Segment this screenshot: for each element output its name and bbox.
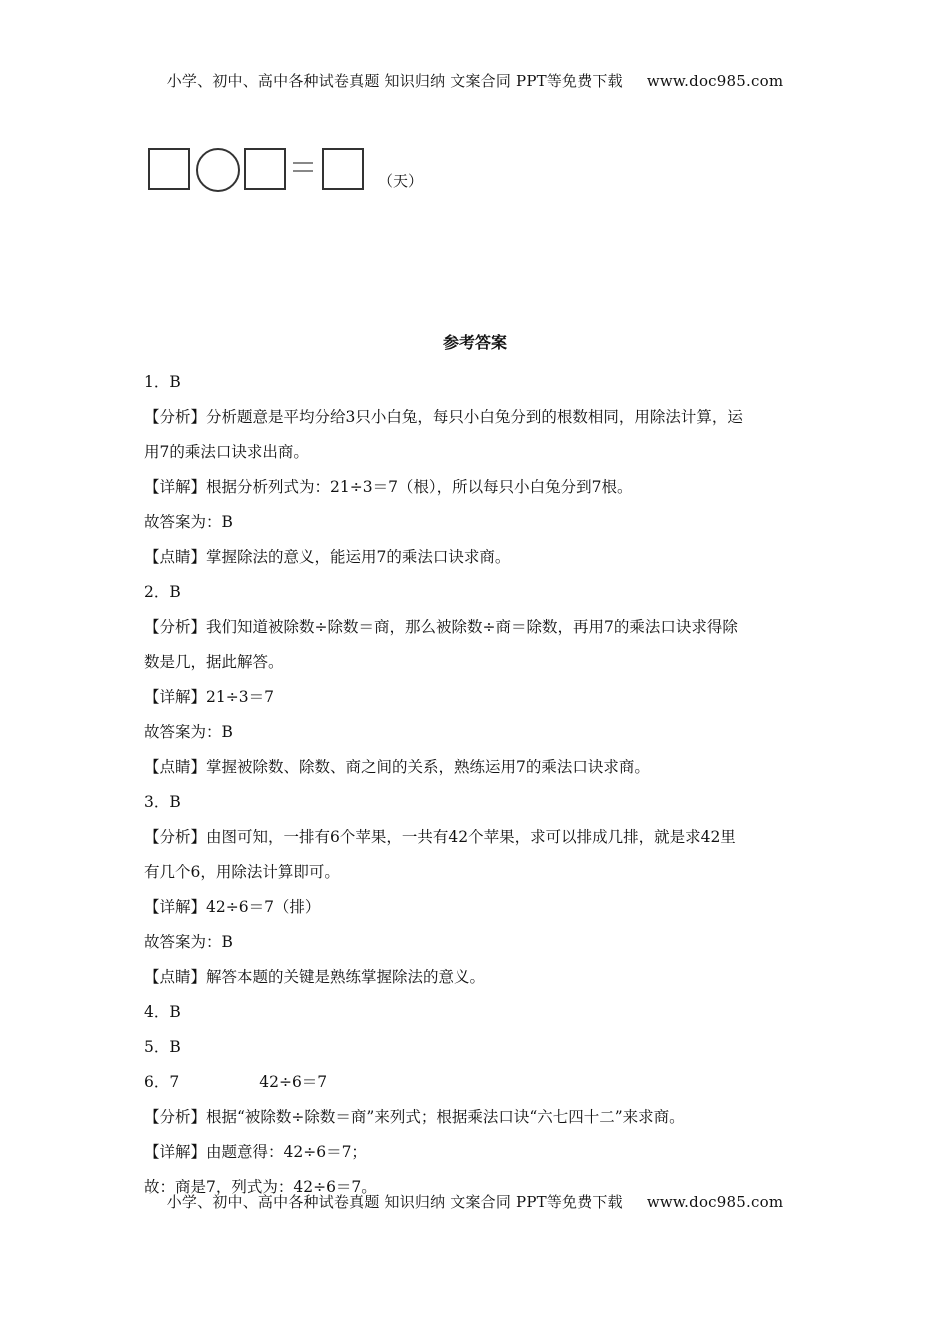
answer-line: 【分析】我们知道被除数÷除数＝商，那么被除数÷商＝除数，再用7的乘法口诀求得除 bbox=[144, 618, 738, 636]
page-header bbox=[0, 70, 950, 91]
answer-line: 【详解】由题意得：42÷6＝7； bbox=[144, 1143, 367, 1161]
answer-line: 4．B bbox=[144, 1003, 181, 1021]
footer-site[interactable]: www.doc985.com bbox=[646, 1193, 784, 1211]
blank-box-2[interactable] bbox=[244, 148, 286, 190]
answer-line: 故：商是7，列式为：42÷6＝7。 bbox=[144, 1178, 377, 1196]
answer-line: 【点睛】解答本题的关键是熟练掌握除法的意义。 bbox=[144, 968, 486, 986]
equation-unit: （天） bbox=[378, 172, 424, 190]
q6-number: 6．7 bbox=[144, 1073, 180, 1091]
answer-content bbox=[144, 365, 800, 1205]
footer-text: 小学、初中、高中各种试卷真题 知识归纳 文案合同 PPT等免费下载 bbox=[166, 1193, 623, 1211]
answer-line: 5．B bbox=[144, 1038, 181, 1056]
answer-line: 2．B bbox=[144, 583, 181, 601]
answer-line: 故答案为：B bbox=[144, 723, 233, 741]
page-footer bbox=[0, 1191, 950, 1212]
answer-line: 故答案为：B bbox=[144, 513, 233, 531]
answer-line-q6 bbox=[144, 1065, 800, 1100]
header-site[interactable]: www.doc985.com bbox=[646, 72, 784, 90]
blank-box-1[interactable] bbox=[148, 148, 190, 190]
answer-line: 1．B bbox=[144, 373, 181, 391]
q6-formula: 42÷6＝7 bbox=[259, 1073, 328, 1091]
answer-title: 参考答案 bbox=[442, 333, 507, 352]
answer-line: 【详解】21÷3＝7 bbox=[144, 688, 274, 706]
header-text: 小学、初中、高中各种试卷真题 知识归纳 文案合同 PPT等免费下载 bbox=[166, 72, 623, 90]
answer-line: 【详解】根据分析列式为：21÷3＝7（根），所以每只小白兔分到7根。 bbox=[144, 478, 633, 496]
answer-line: 【点睛】掌握除法的意义，能运用7的乘法口诀求商。 bbox=[144, 548, 511, 566]
answer-line: 故答案为：B bbox=[144, 933, 233, 951]
blank-box-result[interactable] bbox=[322, 148, 364, 190]
answer-line: 【分析】由图可知，一排有6个苹果，一共有42个苹果，求可以排成几排，就是求42里 bbox=[144, 828, 736, 846]
equals-sign bbox=[293, 162, 313, 178]
answer-line: 用7的乘法口诀求出商。 bbox=[144, 443, 309, 461]
answer-line: 【分析】根据“被除数÷除数＝商”来列式；根据乘法口诀“六七四十二”来求商。 bbox=[144, 1108, 685, 1126]
answer-line: 【点睛】掌握被除数、除数、商之间的关系，熟练运用7的乘法口诀求商。 bbox=[144, 758, 650, 776]
operator-circle[interactable] bbox=[196, 148, 240, 192]
answer-line: 【详解】42÷6＝7（排） bbox=[144, 898, 321, 916]
answer-line: 3．B bbox=[144, 793, 181, 811]
answer-line: 有几个6，用除法计算即可。 bbox=[144, 863, 340, 881]
answer-line: 【分析】分析题意是平均分给3只小白兔，每只小白兔分到的根数相同，用除法计算，运 bbox=[144, 408, 743, 426]
answer-line: 数是几，据此解答。 bbox=[144, 653, 284, 671]
